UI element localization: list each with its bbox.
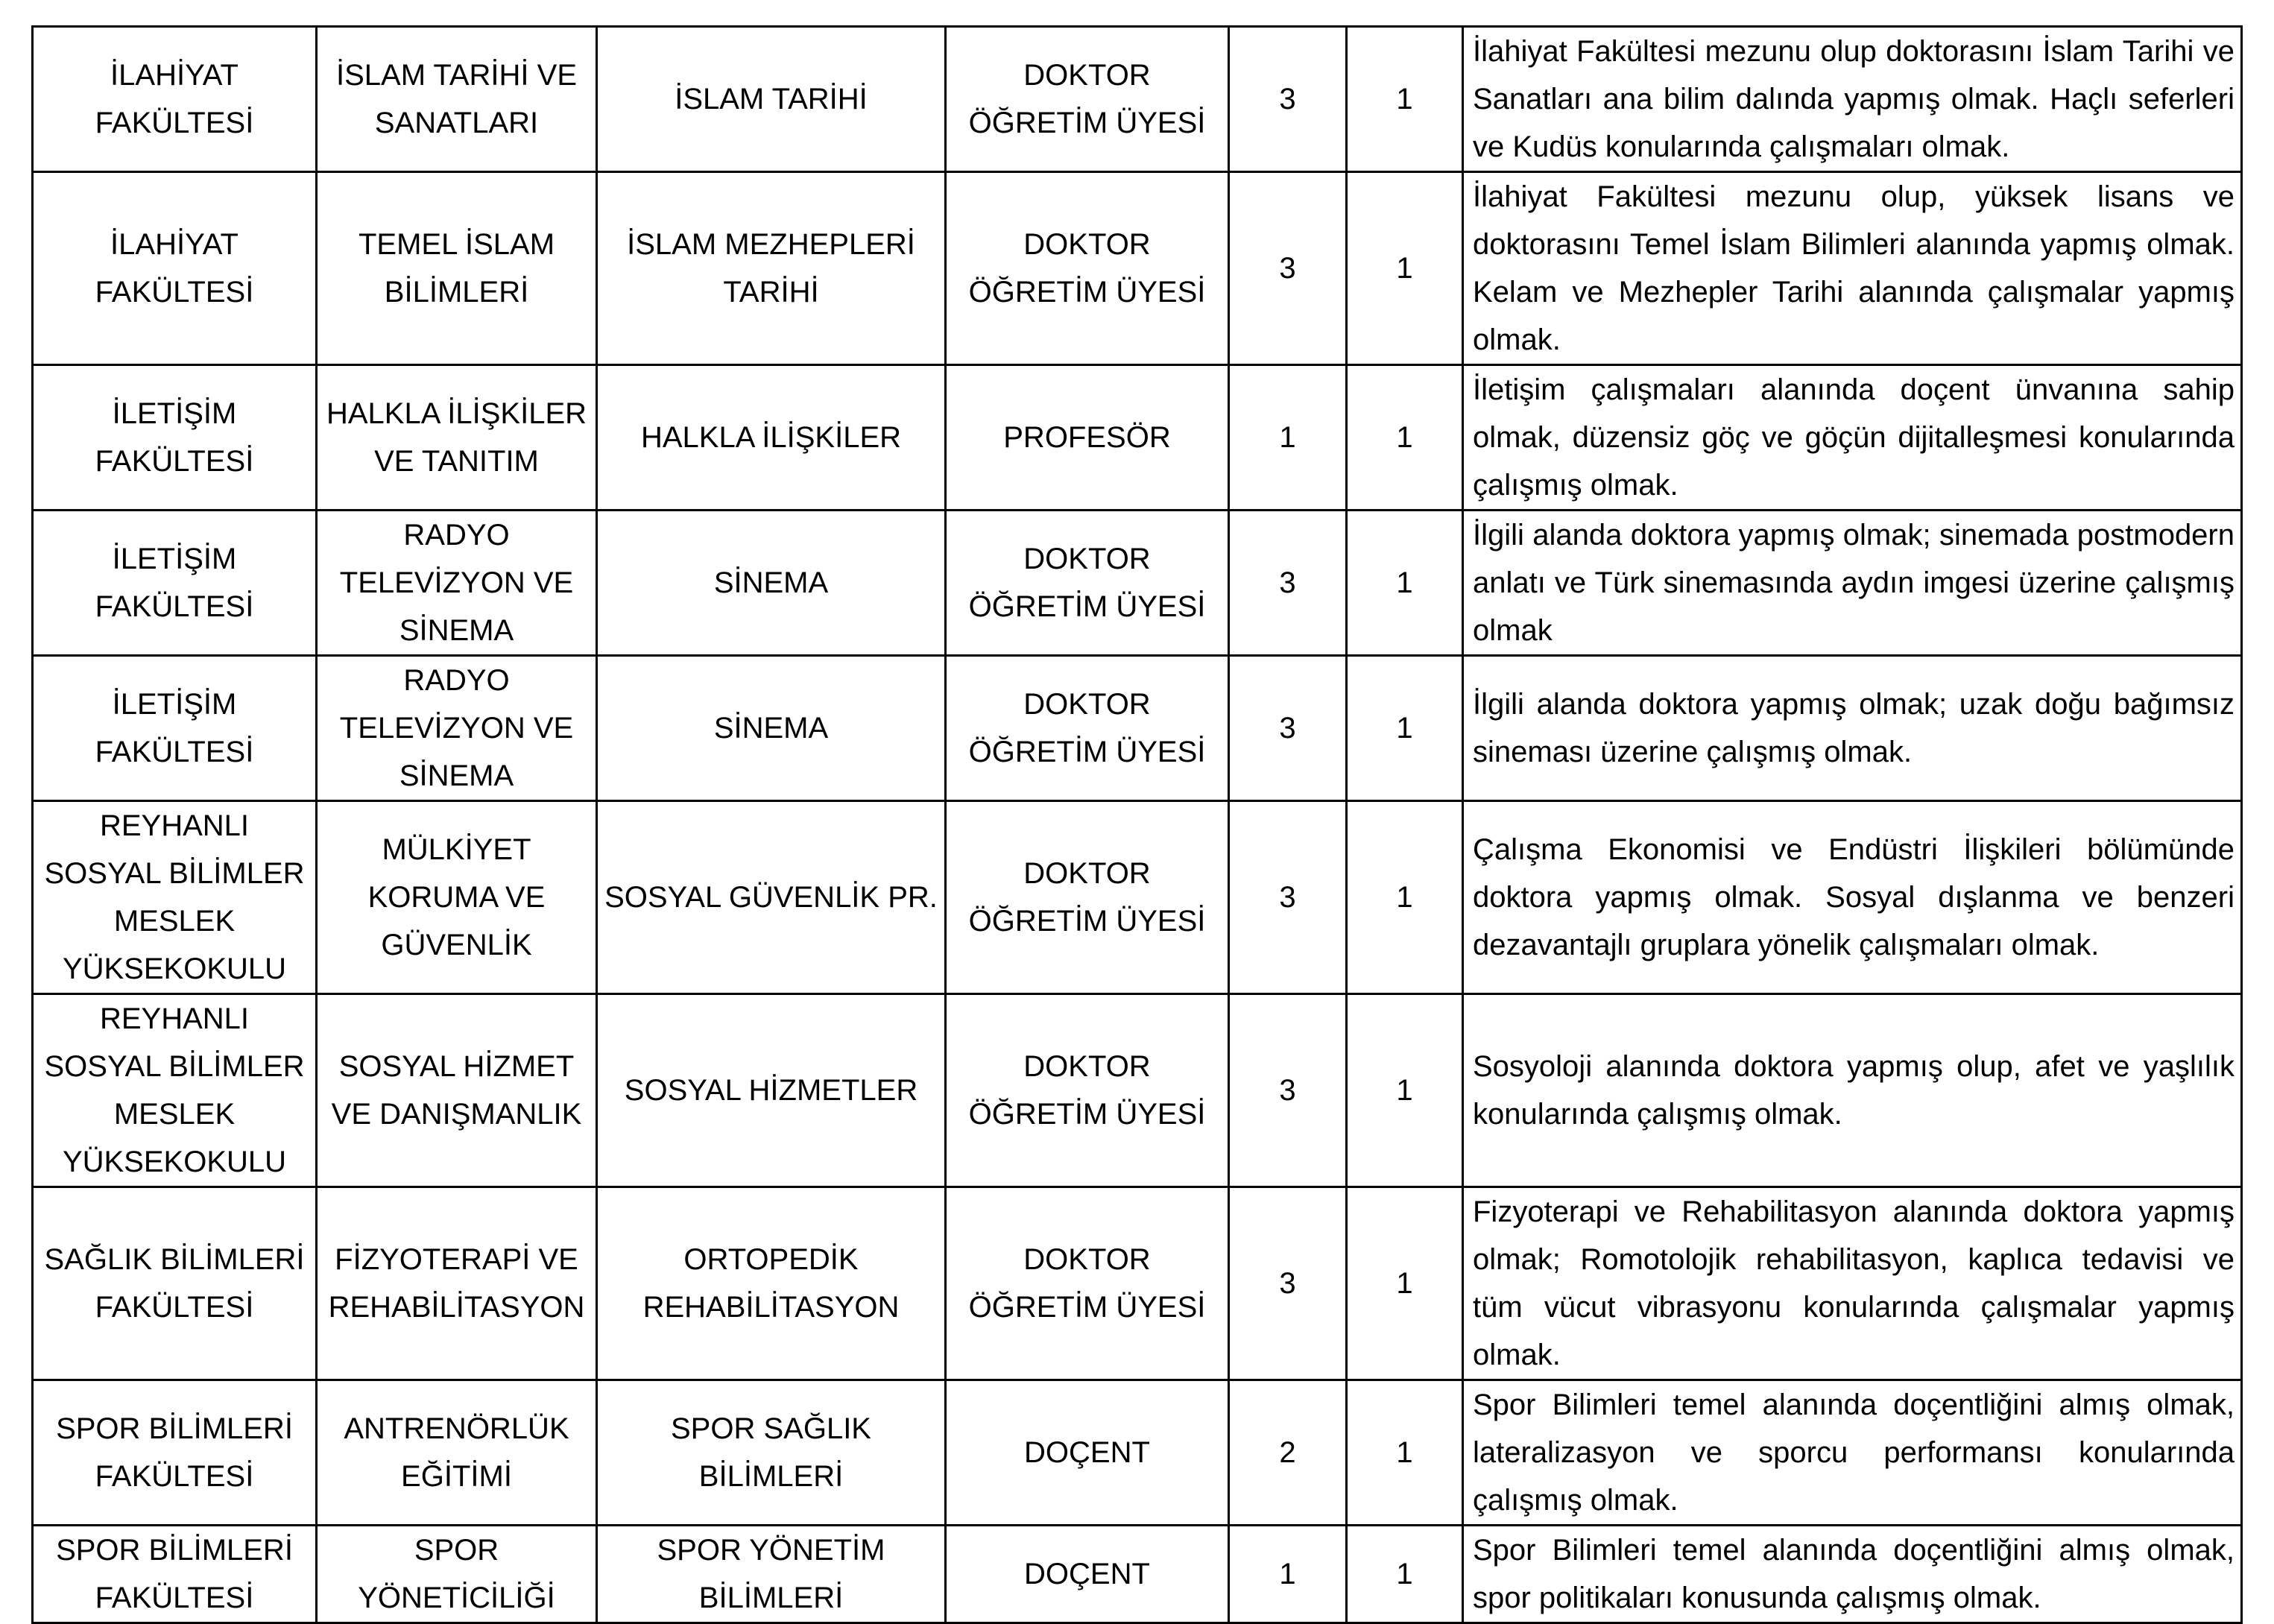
title-cell: DOKTOR ÖĞRETİM ÜYESİ	[946, 1187, 1229, 1380]
faculty-cell: İLAHİYAT FAKÜLTESİ	[33, 172, 317, 365]
count-cell: 1	[1347, 801, 1463, 994]
requirements-cell: İlgili alanda doktora yapmış olmak; uzak doğu bağımsız sineması üzerine çalışmış olmak.	[1463, 656, 2242, 801]
title-cell: DOÇENT	[946, 1380, 1229, 1526]
faculty-cell: İLETİŞİM FAKÜLTESİ	[33, 656, 317, 801]
degree-cell: 3	[1229, 511, 1347, 656]
degree-cell: 1	[1229, 365, 1347, 511]
title-cell: DOKTOR ÖĞRETİM ÜYESİ	[946, 27, 1229, 172]
degree-cell: 3	[1229, 994, 1347, 1187]
subdivision-cell: SPOR SAĞLIK BİLİMLERİ	[597, 1380, 946, 1526]
degree-cell: 3	[1229, 172, 1347, 365]
faculty-cell: REYHANLI SOSYAL BİLİMLER MESLEK YÜKSEKOKULU	[33, 801, 317, 994]
count-cell: 1	[1347, 1187, 1463, 1380]
department-cell: İSLAM TARİHİ VE SANATLARI	[317, 27, 597, 172]
title-cell: DOKTOR ÖĞRETİM ÜYESİ	[946, 801, 1229, 994]
table-row	[33, 656, 2242, 801]
table-row	[33, 172, 2242, 365]
faculty-cell: REYHANLI SOSYAL BİLİMLER MESLEK YÜKSEKOKULU	[33, 994, 317, 1187]
count-cell: 1	[1347, 1380, 1463, 1526]
degree-cell: 3	[1229, 27, 1347, 172]
requirements-cell: İlahiyat Fakültesi mezunu olup doktorasını İslam Tarihi ve Sanatları ana bilim dalında yapmış olmak. Haçlı seferleri ve Kudüs konularında çalışmaları olmak.	[1463, 27, 2242, 172]
department-cell: FİZYOTERAPİ VE REHABİLİTASYON	[317, 1187, 597, 1380]
table-row	[33, 1526, 2242, 1623]
count-cell: 1	[1347, 27, 1463, 172]
title-cell: DOKTOR ÖĞRETİM ÜYESİ	[946, 994, 1229, 1187]
subdivision-cell: ORTOPEDİK REHABİLİTASYON	[597, 1187, 946, 1380]
count-cell: 1	[1347, 656, 1463, 801]
department-cell: RADYO TELEVİZYON VE SİNEMA	[317, 656, 597, 801]
faculty-cell: SAĞLIK BİLİMLERİ FAKÜLTESİ	[33, 1187, 317, 1380]
table-row	[33, 801, 2242, 994]
requirements-cell: Spor Bilimleri temel alanında doçentliğini almış olmak, spor politikaları konusunda çalışmış olmak.	[1463, 1526, 2242, 1623]
title-cell: PROFESÖR	[946, 365, 1229, 511]
department-cell: TEMEL İSLAM BİLİMLERİ	[317, 172, 597, 365]
title-cell: DOKTOR ÖĞRETİM ÜYESİ	[946, 656, 1229, 801]
requirements-cell: İletişim çalışmaları alanında doçent ünvanına sahip olmak, düzensiz göç ve göçün dijitalleşmesi konularında çalışmış olmak.	[1463, 365, 2242, 511]
requirements-cell: Çalışma Ekonomisi ve Endüstri İlişkileri bölümünde doktora yapmış olmak. Sosyal dışlanma ve benzeri dezavantajlı gruplara yönelik çalışmaları olmak.	[1463, 801, 2242, 994]
requirements-cell: Spor Bilimleri temel alanında doçentliğini almış olmak, lateralizasyon ve sporcu performansı konularında çalışmış olmak.	[1463, 1380, 2242, 1526]
subdivision-cell: İSLAM MEZHEPLERİ TARİHİ	[597, 172, 946, 365]
department-cell: SOSYAL HİZMET VE DANIŞMANLIK	[317, 994, 597, 1187]
academic-positions-table	[31, 25, 2243, 1624]
count-cell: 1	[1347, 1526, 1463, 1623]
subdivision-cell: HALKLA İLİŞKİLER	[597, 365, 946, 511]
department-cell: ANTRENÖRLÜK EĞİTİMİ	[317, 1380, 597, 1526]
count-cell: 1	[1347, 511, 1463, 656]
title-cell: DOKTOR ÖĞRETİM ÜYESİ	[946, 511, 1229, 656]
faculty-cell: İLETİŞİM FAKÜLTESİ	[33, 365, 317, 511]
table-row	[33, 365, 2242, 511]
department-cell: SPOR YÖNETİCİLİĞİ	[317, 1526, 597, 1623]
subdivision-cell: SOSYAL HİZMETLER	[597, 994, 946, 1187]
count-cell: 1	[1347, 994, 1463, 1187]
count-cell: 1	[1347, 365, 1463, 511]
faculty-cell: SPOR BİLİMLERİ FAKÜLTESİ	[33, 1380, 317, 1526]
degree-cell: 3	[1229, 801, 1347, 994]
faculty-cell: İLAHİYAT FAKÜLTESİ	[33, 27, 317, 172]
table-row	[33, 1380, 2242, 1526]
subdivision-cell: SİNEMA	[597, 656, 946, 801]
degree-cell: 3	[1229, 1187, 1347, 1380]
title-cell: DOKTOR ÖĞRETİM ÜYESİ	[946, 172, 1229, 365]
subdivision-cell: İSLAM TARİHİ	[597, 27, 946, 172]
requirements-cell: Fizyoterapi ve Rehabilitasyon alanında doktora yapmış olmak; Romotolojik rehabilitasyon, kaplıca tedavisi ve tüm vücut vibrasyonu konularında çalışmalar yapmış olmak.	[1463, 1187, 2242, 1380]
degree-cell: 2	[1229, 1380, 1347, 1526]
department-cell: HALKLA İLİŞKİLER VE TANITIM	[317, 365, 597, 511]
table-row	[33, 1187, 2242, 1380]
requirements-cell: Sosyoloji alanında doktora yapmış olup, afet ve yaşlılık konularında çalışmış olmak.	[1463, 994, 2242, 1187]
document-page	[31, 25, 2243, 1624]
table-row	[33, 27, 2242, 172]
degree-cell: 3	[1229, 656, 1347, 801]
degree-cell: 1	[1229, 1526, 1347, 1623]
department-cell: MÜLKİYET KORUMA VE GÜVENLİK	[317, 801, 597, 994]
count-cell: 1	[1347, 172, 1463, 365]
subdivision-cell: SPOR YÖNETİM BİLİMLERİ	[597, 1526, 946, 1623]
requirements-cell: İlgili alanda doktora yapmış olmak; sinemada postmodern anlatı ve Türk sinemasında aydın imgesi üzerine çalışmış olmak	[1463, 511, 2242, 656]
title-cell: DOÇENT	[946, 1526, 1229, 1623]
subdivision-cell: SOSYAL GÜVENLİK PR.	[597, 801, 946, 994]
faculty-cell: İLETİŞİM FAKÜLTESİ	[33, 511, 317, 656]
faculty-cell: SPOR BİLİMLERİ FAKÜLTESİ	[33, 1526, 317, 1623]
subdivision-cell: SİNEMA	[597, 511, 946, 656]
table-row	[33, 994, 2242, 1187]
table-row	[33, 511, 2242, 656]
department-cell: RADYO TELEVİZYON VE SİNEMA	[317, 511, 597, 656]
requirements-cell: İlahiyat Fakültesi mezunu olup, yüksek lisans ve doktorasını Temel İslam Bilimleri alanında yapmış olmak. Kelam ve Mezhepler Tarihi alanında çalışmalar yapmış olmak.	[1463, 172, 2242, 365]
